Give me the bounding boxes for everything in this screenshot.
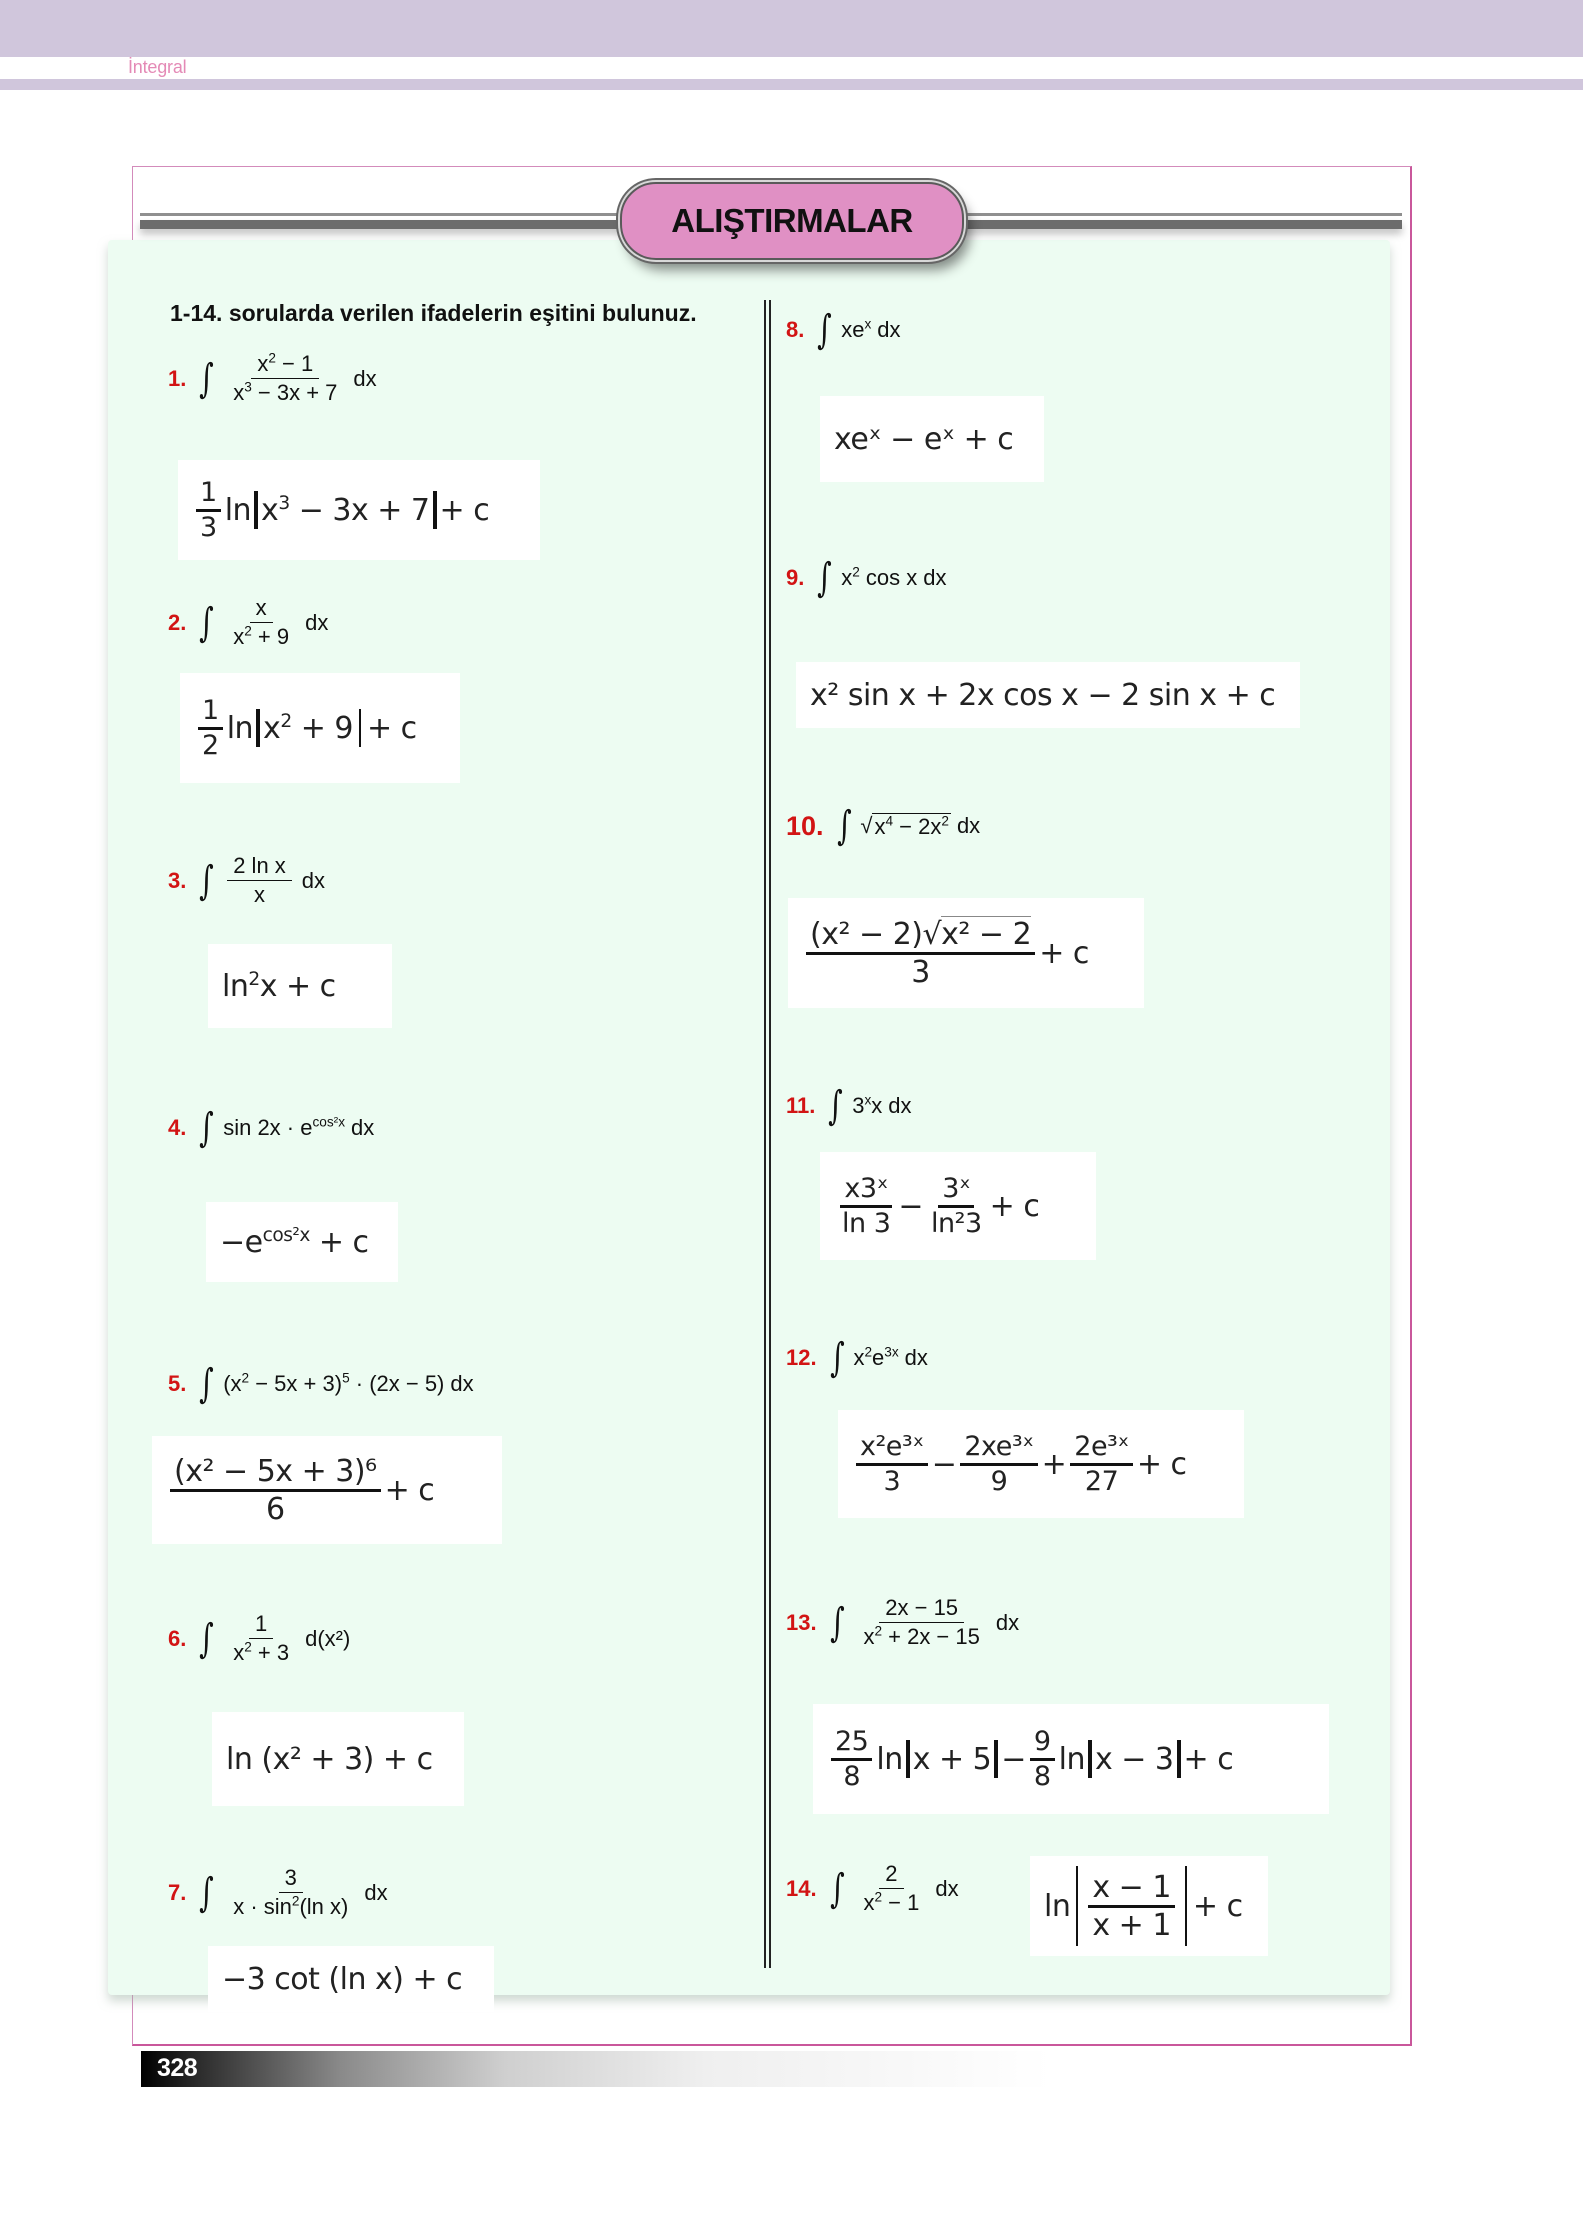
- problem-1: 1. ∫ $\frac{x^2 - 1}{x^3 - 3x + 7}$ dx: [168, 350, 377, 406]
- integrand-fraction: $\frac{x^2 - 1}{x^3 - 3x + 7}$: [233, 350, 338, 406]
- integrand-fraction: $\frac{\text{2 ln x}}{x}$: [227, 854, 292, 907]
- header-stripe: [0, 57, 1583, 79]
- answer-3: $\ln^2x + c$: [208, 944, 392, 1028]
- integral-sign-icon: ∫: [199, 1615, 215, 1662]
- sqrt-icon: √: [860, 813, 873, 838]
- integrand-fraction: $\frac{x}{x^2 + 9}$: [233, 595, 290, 650]
- problem-4: 4. ∫ $\sin 2x \cdot e^{cos^2x}$ dx: [168, 1105, 375, 1151]
- problem-number: 5.: [168, 1371, 187, 1396]
- answer-2: $\frac{1}{2}$ ln $x^2 + 9$ + c: [180, 673, 460, 783]
- problem-number: 7.: [168, 1879, 187, 1905]
- problem-7: 7. ∫ $\frac{3}{x \cdot \sin^2(\ln x)}$ dx: [168, 1865, 388, 1920]
- section-title: ALIŞTIRMALAR: [671, 202, 913, 239]
- problem-8: 8. ∫ $xe^x$ dx: [786, 307, 901, 353]
- problem-13: 13. ∫ $\frac{2x - 15}{x^2 + 2x - 15}$ dx: [786, 1595, 1020, 1650]
- answer-10: $\frac{\text{(x² − 2)√x² − 2}}{3}$ + c: [788, 898, 1144, 1008]
- integral-sign-icon: ∫: [199, 1105, 215, 1151]
- problem-2: 2. ∫ $\frac{x}{x^2 + 9}$ dx: [168, 595, 329, 650]
- instruction-text: 1-14. sorularda verilen ifadelerin eşitini bulunuz.: [170, 300, 697, 326]
- answer-4: $-e^{cos^2x} + c$: [206, 1202, 398, 1282]
- integral-sign-icon: ∫: [199, 355, 215, 402]
- integral-sign-icon: ∫: [817, 307, 833, 353]
- integrand-fraction: $\frac{2}{x^2 - 1}$: [863, 1861, 920, 1916]
- integrand-fraction: $\frac{1}{x^2 + 3}$: [233, 1611, 290, 1666]
- answer-5: $\frac{\text{(x² − 5x + 3)⁶}}{6}$ + c: [152, 1436, 502, 1544]
- problem-number: 4.: [168, 1115, 187, 1140]
- answer-9: x² sin x + 2x cos x − 2 sin x + c: [796, 662, 1300, 728]
- answer-12: $\frac{\text{x²e³ˣ}}{3}$ − $\frac{\text{2xe³ˣ}}{9}$ + $\frac{\text{2e³ˣ}}{27}$ + c: [838, 1410, 1244, 1518]
- integral-sign-icon: ∫: [199, 1361, 215, 1407]
- integral-sign-icon: ∫: [829, 1335, 845, 1381]
- answer-13: $\frac{25}{8}$ ln x + 5 − $\frac{9}{8}$ ln x − 3 + c: [813, 1704, 1329, 1814]
- integral-sign-icon: ∫: [836, 803, 852, 849]
- problem-number: 2.: [168, 609, 187, 635]
- answer-7: −3 cot (ln x) + c: [208, 1946, 494, 2012]
- integrand-fraction: $\frac{2x - 15}{x^2 + 2x - 15}$: [863, 1595, 980, 1650]
- integral-sign-icon: ∫: [199, 599, 215, 646]
- problem-5: 5. ∫ $(x^2 - 5x + 3)^5 \cdot (2x - 5)$ dx: [168, 1361, 474, 1407]
- problem-number: 3.: [168, 867, 187, 893]
- integral-sign-icon: ∫: [199, 1869, 215, 1916]
- problem-number: 8.: [786, 317, 805, 342]
- problem-number: 6.: [168, 1625, 187, 1651]
- problem-number: 11.: [786, 1093, 816, 1118]
- problem-number: 13.: [786, 1609, 817, 1635]
- page-number: 328: [157, 2054, 198, 2082]
- problem-12: 12. ∫ $x^2e^{3x}$ dx: [786, 1335, 928, 1381]
- integral-sign-icon: ∫: [829, 1599, 845, 1646]
- problem-14: 14. ∫ $\frac{2}{x^2 - 1}$ dx: [786, 1861, 959, 1916]
- problem-number: 14.: [786, 1875, 817, 1901]
- problem-10: 10. ∫ √ $x^4 - 2x^2$ dx: [786, 803, 981, 849]
- problem-3: 3. ∫ $\frac{\text{2 ln x}}{x}$ dx: [168, 853, 326, 908]
- integrand-fraction: $\frac{3}{x \cdot \sin^2(\ln x)}$: [233, 1865, 349, 1920]
- answer-11: $\frac{\text{x3ˣ}}{\ln 3}$ − $\frac{\text{3ˣ}}{\text{ln²3}}$ + c: [820, 1152, 1096, 1260]
- integral-sign-icon: ∫: [828, 1083, 844, 1129]
- answer-14: ln $\frac{x - 1}{x + 1}$ + c: [1030, 1856, 1268, 1956]
- section-title-badge: [620, 182, 964, 260]
- problem-11: 11. ∫ 3$^x$x dx: [786, 1083, 912, 1129]
- problem-number: 12.: [786, 1345, 817, 1370]
- answer-6: ln (x² + 3) + c: [212, 1712, 464, 1806]
- integral-sign-icon: ∫: [829, 1865, 845, 1912]
- chapter-title: İntegral: [128, 57, 187, 77]
- problem-6: 6. ∫ $\frac{1}{x^2 + 3}$ d(x²): [168, 1611, 351, 1666]
- column-divider: [764, 300, 771, 1968]
- answer-1: $\frac{1}{3}$ ln $x^3 - 3x + 7$ + c: [178, 460, 540, 560]
- problem-number: 1.: [168, 365, 187, 391]
- integral-sign-icon: ∫: [817, 555, 833, 601]
- problem-number: 9.: [786, 565, 805, 590]
- problem-9: 9. ∫ $x^2$ cos x dx: [786, 555, 947, 601]
- answer-8: xeˣ − eˣ + c: [820, 396, 1044, 482]
- problem-number: 10.: [786, 810, 824, 841]
- page-number-bar: [141, 2051, 1051, 2087]
- header-band-lower: [0, 79, 1583, 90]
- header-band: [0, 0, 1583, 57]
- integral-sign-icon: ∫: [199, 857, 215, 904]
